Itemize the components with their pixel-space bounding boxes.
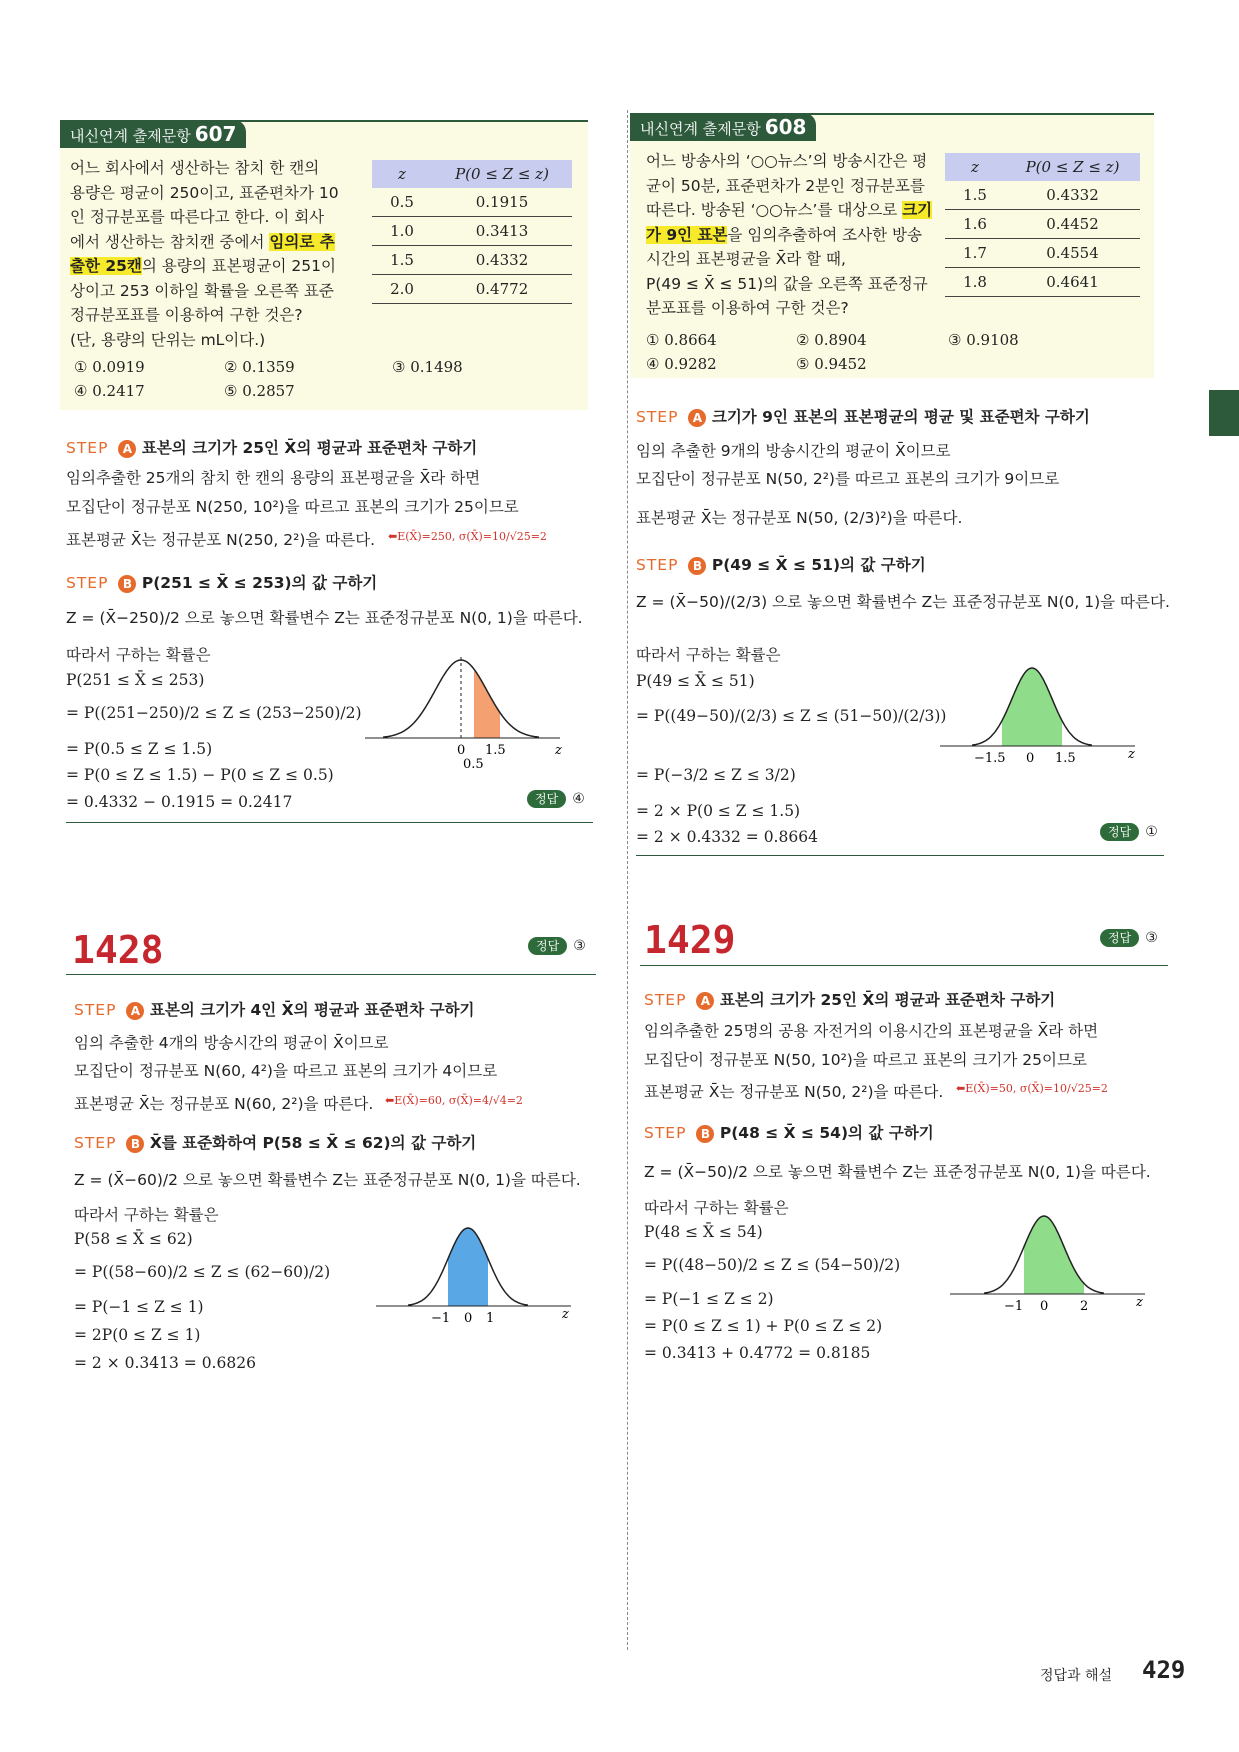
sol608-b4: = P((49−50)/(2/3) ≤ Z ≤ (51−50)/(2/3)) (636, 707, 947, 725)
header-number: 608 (764, 115, 807, 139)
sol1428-b3: P(58 ≤ X̄ ≤ 62) (74, 1230, 193, 1248)
table-row: 1.8 0.4641 (945, 268, 1140, 297)
table-header: z (372, 160, 432, 188)
choices-607 (74, 358, 574, 408)
table-row: 1.7 0.4554 (945, 239, 1140, 268)
table-header: P(0 ≤ Z ≤ z) (432, 160, 572, 188)
table-header: z (945, 153, 1005, 181)
sol1428-b4: = P((58−60)/2 ≤ Z ≤ (62−60)/2) (74, 1263, 331, 1281)
choice[interactable]: ① 0.0919 (74, 358, 145, 376)
step-b-1428: STEP B X̄를 표준화하여 P(58 ≤ X̄ ≤ 62)의 값 구하기 (74, 1134, 477, 1152)
section-rule (636, 855, 1164, 856)
normal-curve-607 (365, 652, 565, 772)
sol607-b1: Z = (X̄−250)/2 으로 놓으면 확률변수 Z는 표준정규분포 N(0, 1)을 따른다. (66, 609, 583, 627)
sol607-b3: P(251 ≤ X̄ ≤ 253) (66, 671, 205, 689)
axis-label: 2 (1080, 1299, 1089, 1314)
section-rule (66, 974, 596, 975)
axis-label: 0.5 (463, 757, 484, 772)
sol1428-b7: = 2 × 0.3413 = 0.6826 (74, 1354, 256, 1372)
axis-label: 1.5 (485, 743, 506, 758)
choice[interactable]: ⑤ 0.9452 (796, 355, 867, 373)
sol1429-a2: 모집단이 정규분포 N(50, 10²)을 따르고 표본의 크기가 25이므로 (644, 1051, 1087, 1069)
sol607-note: ⬅E(X̄)=250, σ(X̄)=10/√25=2 (388, 530, 547, 543)
z-table-607 (372, 160, 572, 304)
highlight: 크기 (902, 201, 933, 219)
sol608-a1: 임의 추출한 9개의 방송시간의 평균이 X̄이므로 (636, 442, 951, 460)
step-b-1429: STEP B P(48 ≤ X̄ ≤ 54)의 값 구하기 (644, 1124, 934, 1142)
sol608-b2: 따라서 구하는 확률은 (636, 646, 781, 664)
axis-label: 1.5 (1055, 751, 1076, 766)
normal-curve-1429 (950, 1208, 1150, 1318)
problem-607-header (60, 120, 246, 148)
page-number: 429 (1142, 1656, 1186, 1684)
axis-label: 1 (486, 1311, 495, 1326)
sol1428-b5: = P(−1 ≤ Z ≤ 1) (74, 1298, 204, 1316)
sol1429-a1: 임의추출한 25명의 공용 자전거의 이용시간의 표본평균을 X̄라 하면 (644, 1022, 1099, 1040)
sol607-a2: 모집단이 정규분포 N(250, 10²)을 따르고 표본의 크기가 25이므로 (66, 498, 519, 516)
sol1429-b1: Z = (X̄−50)/2 으로 놓으면 확률변수 Z는 표준정규분포 N(0, 1)을 따른다. (644, 1163, 1151, 1181)
step-a-608: STEP A 크기가 9인 표본의 표본평균의 평균 및 표준편차 구하기 (636, 408, 1090, 426)
header-number: 607 (194, 122, 237, 146)
sol607-a1: 임의추출한 25개의 참치 한 캔의 용량의 표본평균을 X̄라 하면 (66, 469, 481, 487)
choice[interactable]: ③ 0.1498 (392, 358, 463, 376)
axis-label: 0 (1040, 1299, 1049, 1314)
problem-number-1429: 1429 (644, 918, 736, 962)
sol1429-b6: = P(0 ≤ Z ≤ 1) + P(0 ≤ Z ≤ 2) (644, 1317, 883, 1335)
sol1428-a1: 임의 추출한 4개의 방송시간의 평균이 X̄이므로 (74, 1034, 389, 1052)
sol608-b3: P(49 ≤ X̄ ≤ 51) (636, 672, 755, 690)
sol1429-a3: 표본평균 X̄는 정규분포 N(50, 2²)을 따른다. (644, 1083, 944, 1101)
sol607-a3: 표본평균 X̄는 정규분포 N(250, 2²)을 따른다. (66, 531, 376, 549)
sol1429-b5: = P(−1 ≤ Z ≤ 2) (644, 1290, 774, 1308)
choice[interactable]: ④ 0.9282 (646, 355, 717, 373)
sol608-b6: = 2 × P(0 ≤ Z ≤ 1.5) (636, 802, 801, 820)
table-header: P(0 ≤ Z ≤ z) (1005, 153, 1140, 181)
sol608-b7: = 2 × 0.4332 = 0.8664 (636, 828, 818, 846)
sol1428-a3: 표본평균 X̄는 정규분포 N(60, 2²)을 따른다. (74, 1095, 374, 1113)
sol607-b7: = 0.4332 − 0.1915 = 0.2417 (66, 793, 293, 811)
answer-608: 정답 ① (1100, 823, 1158, 841)
sol1429-b2: 따라서 구하는 확률은 (644, 1199, 789, 1217)
footer-label: 정답과 해설 (1040, 1668, 1113, 1684)
choices-608 (646, 331, 1146, 381)
sol1428-note: ⬅E(X̄)=60, σ(X̄)=4/√4=2 (385, 1094, 523, 1107)
sol1428-b1: Z = (X̄−60)/2 으로 놓으면 확률변수 Z는 표준정규분포 N(0, 1)을 따른다. (74, 1171, 581, 1189)
shade-region (474, 669, 500, 738)
sol1429-b3: P(48 ≤ X̄ ≤ 54) (644, 1223, 763, 1241)
z-table-608 (945, 153, 1140, 297)
problem-number-1428: 1428 (72, 928, 164, 972)
sol607-b4: = P((251−250)/2 ≤ Z ≤ (253−250)/2) (66, 704, 362, 722)
axis-label: 0 (464, 1311, 473, 1326)
choice[interactable]: ② 0.8904 (796, 331, 867, 349)
highlight: 임의로 추 출한 25캔 (70, 232, 335, 275)
sol608-b1: Z = (X̄−50)/(2/3) 으로 놓으면 확률변수 Z는 표준정규분포 N(0, 1)을 따른다. (636, 593, 1170, 611)
choice[interactable]: ③ 0.9108 (948, 331, 1019, 349)
axis-label: z (562, 1307, 569, 1322)
sol1428-a2: 모집단이 정규분포 N(60, 4²)을 따르고 표본의 크기가 4이므로 (74, 1062, 498, 1080)
axis-label: −1.5 (974, 751, 1006, 766)
normal-curve-608 (940, 660, 1140, 770)
table-row: 1.0 0.3413 (372, 217, 572, 246)
axis-label: 0 (457, 743, 466, 758)
answer-1428: 정답 ③ (528, 937, 586, 955)
header-prefix: 내신연계 출제문항 (70, 127, 191, 145)
column-divider (627, 110, 628, 1650)
axis-label: −1 (431, 1311, 451, 1326)
choice[interactable]: ④ 0.2417 (74, 382, 145, 400)
axis-label: z (1136, 1295, 1143, 1310)
problem-607-box (60, 120, 588, 410)
sol1428-b6: = 2P(0 ≤ Z ≤ 1) (74, 1326, 201, 1344)
choice[interactable]: ① 0.8664 (646, 331, 717, 349)
step-a-1428: STEP A 표본의 크기가 4인 X̄의 평균과 표준편차 구하기 (74, 1001, 475, 1019)
sol608-b5: = P(−3/2 ≤ Z ≤ 3/2) (636, 766, 796, 784)
section-rule (66, 822, 593, 823)
step-a-1429: STEP A 표본의 크기가 25인 X̄의 평균과 표준편차 구하기 (644, 991, 1056, 1009)
table-row: 1.5 0.4332 (945, 181, 1140, 210)
axis-label: z (555, 743, 562, 758)
axis-label: −1 (1004, 1299, 1024, 1314)
sol608-a3: 표본평균 X̄는 정규분포 N(50, (2/3)²)을 따른다. (636, 509, 963, 527)
problem-608-header (630, 113, 816, 141)
choice[interactable]: ② 0.1359 (224, 358, 295, 376)
highlight: 가 9인 표본 (646, 225, 728, 244)
shade-region (448, 1228, 488, 1306)
step-b-608: STEP B P(49 ≤ X̄ ≤ 51)의 값 구하기 (636, 556, 926, 574)
sol607-b6: = P(0 ≤ Z ≤ 1.5) − P(0 ≤ Z ≤ 0.5) (66, 766, 334, 784)
problem-608-box (630, 113, 1154, 378)
sol608-a2: 모집단이 정규분포 N(50, 2²)를 따르고 표본의 크기가 9이므로 (636, 470, 1060, 488)
problem-607-text: 어느 회사에서 생산하는 참치 한 캔의 용량은 평균이 250이고, 표준편차가 10 인 정규분포를 따른다고 한다. 이 회사 에서 생산하는 참치캔 중에서 임의로 추 출한 25캔의 용량의 표본평균이 251이 상이고 253 이하일 확률을 오른쪽 표준 정규분포표를 이용하여 구한 것은? (단, 용량의 단위는 mL이다.) (70, 159, 339, 349)
table-row: 1.5 0.4332 (372, 246, 572, 275)
sol607-b2: 따라서 구하는 확률은 (66, 646, 211, 664)
answer-1429: 정답 ③ (1100, 929, 1158, 947)
table-row: 1.6 0.4452 (945, 210, 1140, 239)
table-row: 2.0 0.4772 (372, 275, 572, 304)
problem-608-text: 어느 방송사의 ‘○○뉴스’의 방송시간은 평 균이 50분, 표준편차가 2분인 정규분포를 따른다. 방송된 ‘○○뉴스’를 대상으로 크기 가 9인 표본을 임의추출하여 조사한 방송 시간의 표본평균을 X̄라 할 때, P(49 ≤ X̄ ≤ 51)의 값을 오른쪽 표준정규 분포표를 이용하여 구한 것은? (646, 152, 933, 317)
sol1428-b2: 따라서 구하는 확률은 (74, 1206, 219, 1224)
sol607-b5: = P(0.5 ≤ Z ≤ 1.5) (66, 740, 213, 758)
step-b-607: STEP B P(251 ≤ X̄ ≤ 253)의 값 구하기 (66, 574, 378, 592)
axis-label: z (1128, 747, 1135, 762)
sol1429-b7: = 0.3413 + 0.4772 = 0.8185 (644, 1344, 871, 1362)
shade-region (1002, 668, 1062, 746)
sol1429-b4: = P((48−50)/2 ≤ Z ≤ (54−50)/2) (644, 1256, 901, 1274)
choice[interactable]: ⑤ 0.2857 (224, 382, 295, 400)
side-tab (1209, 390, 1239, 436)
normal-curve-1428 (376, 1220, 576, 1330)
answer-607: 정답 ④ (527, 790, 585, 808)
step-a-607: STEP A 표본의 크기가 25인 X̄의 평균과 표준편차 구하기 (66, 439, 478, 457)
header-prefix: 내신연계 출제문항 (640, 120, 761, 138)
axis-label: 0 (1026, 751, 1035, 766)
section-rule (640, 965, 1168, 966)
sol1429-note: ⬅E(X̄)=50, σ(X̄)=10/√25=2 (956, 1082, 1108, 1095)
table-row: 0.5 0.1915 (372, 188, 572, 217)
